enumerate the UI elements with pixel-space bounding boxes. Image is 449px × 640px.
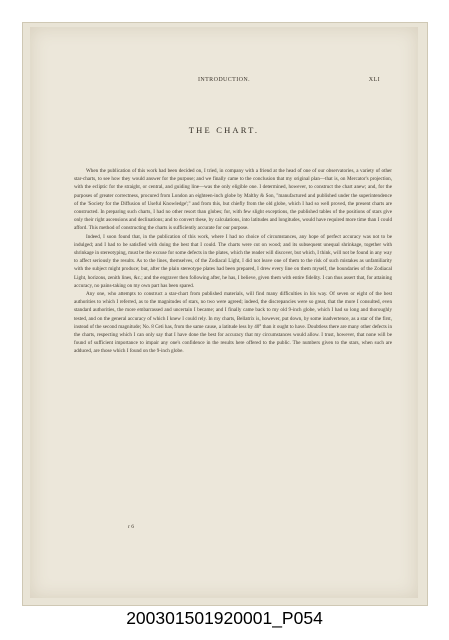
page-header — [30, 77, 418, 87]
paragraph: When the publication of this work had been decided on, I tried, in company with a friend at the head of one of our observatories, a variety of other star-charts, to see how they would answer for the purpose; and we finally came to the conclusion that my original plan—that is, on Mercator's projection, with the ecliptic for the straight, or central, and guiding line—was the only eligible one. I determined, however, to construct the chart anew; and, for the purposes of greater correctness, procured from London an eighteen-inch globe by Malthy & Son, "manufactured and published under the superintendence of the 'Society for the Diffusion of Useful Knowledge';" and from this, but chiefly from the old globe, which I had so well proved, the present charts are constructed. In preparing such charts, I had no other resort than globes; for, with few slight exceptions, the published tables of the positions of stars give only their right ascensions and declinations; and to convert these, by calculations, into latitudes and longitudes, would have required more time than I could afford. This method of constructing the charts is sufficiently accurate for our purpose. — [74, 168, 392, 232]
paragraph: Any one, who attempts to construct a star-chart from published materials, will find many difficulties in his way. Of seven or eight of the best authorities to which I referred, as to the magnitudes of stars, no two were agreed; indeed, the discrepancies were so great, that the more I consulted, even standard authorities, the more embarrassed and uncertain I became; and I finally came back to my old 9-inch globe, which I had so long and thoroughly tested, and on the general accuracy of which I knew I could rely. In my charts, Bellatrix is, however, put down, by some inadvertence, as a star of the first, instead of the second magnitude; No. 8 Ceti has, from the same cause, a latitude less by 40° than it ought to have. Doubtless there are many other defects in the charts, respecting which I can only say that I have done the best for accuracy that my circumstances would allow. I trust, however, that none will be found of sufficient importance to impair any one's confidence in the results here offered to the public. The numbers given to the stars, when such are adduced, are those which I found on the 9-inch globe. — [74, 291, 392, 355]
signature-mark: r 6 — [128, 524, 134, 530]
section-title: THE CHART. — [188, 125, 260, 135]
body-text — [74, 167, 392, 356]
book-page — [30, 27, 418, 598]
image-id-caption: 200301501920001_P054 — [126, 608, 323, 628]
page-number: XLI — [368, 77, 380, 83]
paragraph: Indeed, I soon found that, in the publication of this work, where I had no choice of circumstances, any hope of perfect accuracy was not to be indulged; and I had to be satisfied with doing the best that I could. The charts were cut on wood; and its subsequent unequal shrinkage, together with shrinkage in stereotyping, must be the excuse for some defects in the plates, which the reader will discover, but which, I think, will not be found in any way to affect seriously the results. As to the lines, themselves, of the Zodiacal Light, I did not leave one of them to the risk of such mistakes as unfamiliarity with the subject might produce; but, after the plain stereotype plates had been prepared, I drew every line on them myself, the boundaries of the Zodiacal Light, horizons, zenith lines, &c.; and the engraver then following after, he has, I believe, given them with entire fidelity. I can thus assert that, for attaining accuracy, no pains-taking on my own part has been spared. — [74, 233, 392, 289]
running-head: INTRODUCTION. — [197, 77, 251, 83]
scanned-page — [22, 22, 428, 606]
